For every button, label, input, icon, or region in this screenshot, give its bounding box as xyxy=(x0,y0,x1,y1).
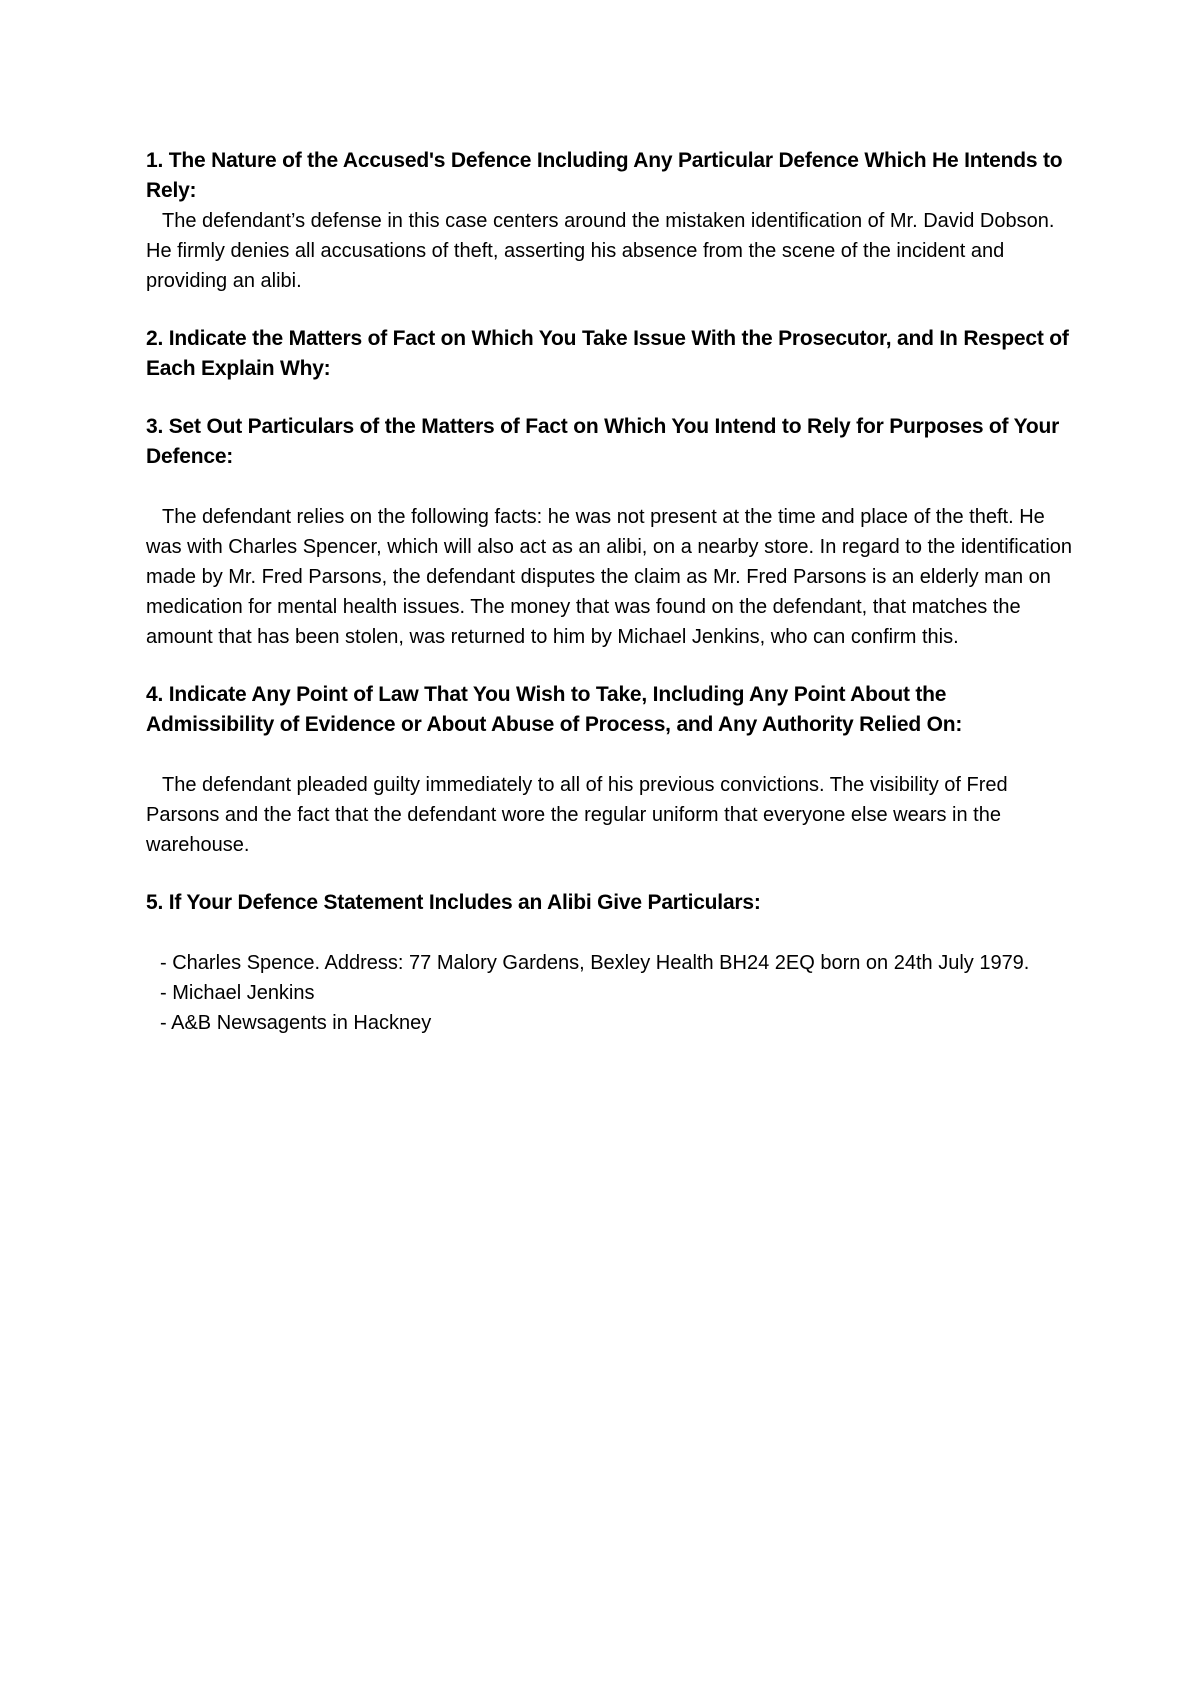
section-points-of-law xyxy=(146,680,1076,860)
list-item: - Charles Spence. Address: 77 Malory Gardens, Bexley Health BH24 2EQ born on 24th July 1979. xyxy=(160,952,1030,974)
section-defence-nature xyxy=(146,146,1076,296)
list-item: - A&B Newsagents in Hackney xyxy=(160,1012,432,1034)
section-heading: 5. If Your Defence Statement Includes an Alibi Give Particulars: xyxy=(146,891,761,914)
section-body: The defendant relies on the following facts: he was not present at the time and place of the theft. He was with Charles Spencer, which will also act as an alibi, on a nearby store. In regard to the identification made by Mr. Fred Parsons, the defendant disputes the claim as Mr. Fred Parsons is an elderly man on medication for mental health issues. The money that was found on the defendant, that matches the amount that has been stolen, was returned to him by Michael Jenkins, who can confirm this. xyxy=(146,506,1073,648)
section-heading: 1. The Nature of the Accused's Defence Including Any Particular Defence Which He Intends to Rely: xyxy=(146,149,1063,202)
section-heading: 3. Set Out Particulars of the Matters of Fact on Which You Intend to Rely for Purposes of Your Defence: xyxy=(146,415,1060,468)
list-item: - Michael Jenkins xyxy=(160,982,315,1004)
section-alibi-particulars xyxy=(146,888,1076,1038)
alibi-list xyxy=(146,948,1076,1038)
section-heading: 2. Indicate the Matters of Fact on Which You Take Issue With the Prosecutor, and In Respect of Each Explain Why: xyxy=(146,327,1069,380)
section-body: The defendant pleaded guilty immediately to all of his previous convictions. The visibility of Fred Parsons and the fact that the defendant wore the regular uniform that everyone else wears in the warehouse. xyxy=(146,774,1008,856)
section-heading: 4. Indicate Any Point of Law That You Wish to Take, Including Any Point About the Admissibility of Evidence or About Abuse of Process, and Any Authority Relied On: xyxy=(146,683,963,736)
section-body: The defendant’s defense in this case centers around the mistaken identification of Mr. David Dobson. He firmly denies all accusations of theft, asserting his absence from the scene of the incident and providing an alibi. xyxy=(146,210,1055,292)
section-matters-in-issue xyxy=(146,324,1076,384)
section-facts-relied-on xyxy=(146,412,1076,652)
document-body xyxy=(146,146,1076,1066)
